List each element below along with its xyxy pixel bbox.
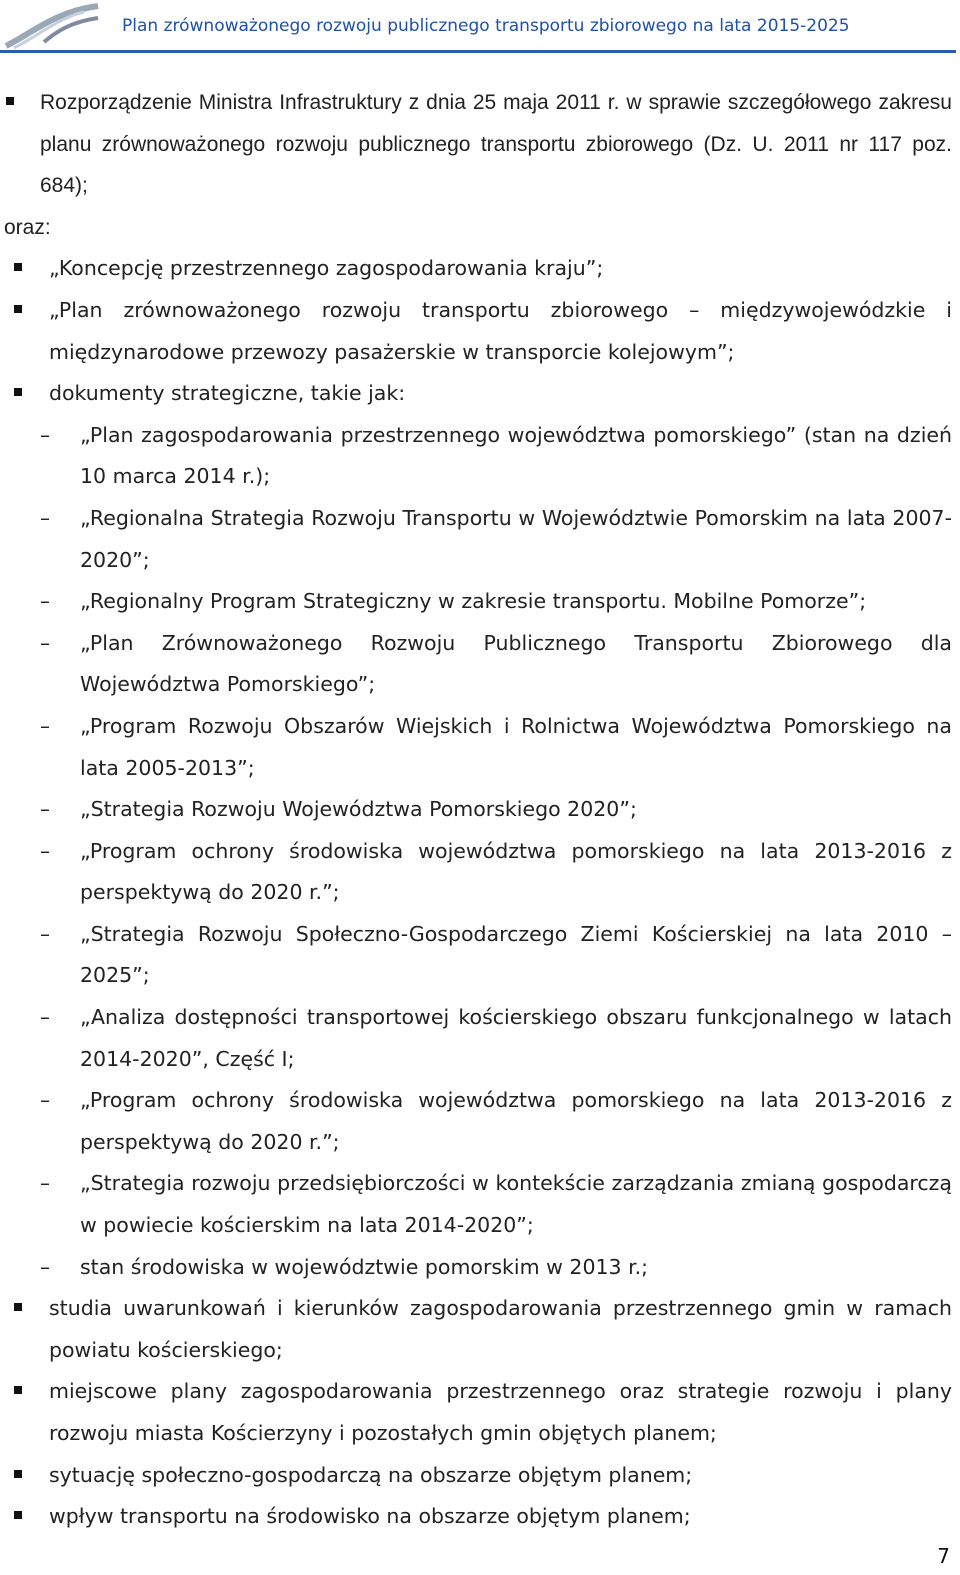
sub-list-item-text: stan środowiska w województwie pomorskim w 2013 r.; bbox=[80, 1254, 649, 1279]
dash-icon: – bbox=[40, 1005, 50, 1030]
dash-icon: – bbox=[40, 1088, 50, 1113]
list-item bbox=[0, 373, 960, 415]
list-item bbox=[0, 1288, 960, 1371]
document-title: Plan zrównoważonego rozwoju publicznego transportu zbiorowego na lata 2015-2025 bbox=[122, 16, 850, 36]
sub-list-item bbox=[0, 1080, 960, 1163]
bullet-icon bbox=[14, 1511, 22, 1519]
dash-icon: – bbox=[40, 505, 50, 530]
list-item-text: dokumenty strategiczne, takie jak: bbox=[49, 381, 406, 406]
bullet-icon bbox=[14, 1386, 22, 1394]
bullet-icon bbox=[14, 388, 22, 396]
list-item-text: „Plan zrównoważonego rozwoju transportu zbiorowego – międzywojewódzkie i międzynarodowe przewozy pasażerskie w transporcie kolejowym”; bbox=[49, 297, 952, 364]
sub-list-item bbox=[0, 498, 960, 581]
list-item-text: wpływ transportu na środowisko na obszarze objętym planem; bbox=[49, 1504, 691, 1529]
sub-list-item bbox=[0, 623, 960, 706]
list-item-text: studia uwarunkowań i kierunków zagospodarowania przestrzennego gmin w ramach powiatu kościerskiego; bbox=[49, 1296, 952, 1362]
bullet-icon bbox=[14, 1303, 22, 1311]
sub-list-item-text: „Analiza dostępności transportowej kościerskiego obszaru funkcjonalnego w latach 2014-2020”, Część I; bbox=[80, 1005, 952, 1071]
bullet-icon bbox=[14, 305, 22, 313]
bullet-icon bbox=[6, 97, 14, 105]
sub-list-item-text: „Strategia Rozwoju Społeczno-Gospodarczego Ziemi Kościerskiej na lata 2010 – 2025”; bbox=[80, 921, 952, 988]
list-item-text: Rozporządzenie Ministra Infrastruktury z dnia 25 maja 2011 r. w sprawie szczegółowego zakresu planu zrównoważonego rozwoju publicznego transportu zbiorowego (Dz. U. 2011 nr 117 poz. 684); bbox=[40, 91, 952, 198]
sub-list-item bbox=[0, 581, 960, 623]
page-header bbox=[0, 0, 960, 55]
dash-icon: – bbox=[40, 921, 50, 946]
dash-icon: – bbox=[40, 630, 50, 655]
bullet-icon bbox=[14, 263, 22, 271]
list-item bbox=[0, 290, 960, 373]
dash-icon: – bbox=[40, 838, 50, 863]
list-item bbox=[0, 1371, 960, 1454]
sub-list-item-text: „Program Rozwoju Obszarów Wiejskich i Rolnictwa Województwa Pomorskiego na lata 2005-2013”; bbox=[80, 713, 952, 780]
list-item-text: miejscowe plany zagospodarowania przestrzennego oraz strategie rozwoju i plany rozwoju miasta Kościerzyny i pozostałych gmin objętych planem; bbox=[49, 1379, 952, 1445]
sub-list-item bbox=[0, 1163, 960, 1246]
sub-list-item-text: „Regionalna Strategia Rozwoju Transportu w Województwie Pomorskim na lata 2007-2020”; bbox=[80, 505, 952, 572]
page-number: 7 bbox=[937, 1544, 950, 1568]
list-item bbox=[0, 82, 960, 207]
oraz-label: oraz: bbox=[4, 215, 51, 239]
dash-icon: – bbox=[40, 797, 50, 822]
list-item-text: „Koncepcję przestrzennego zagospodarowania kraju”; bbox=[49, 256, 604, 281]
sub-list-item bbox=[0, 706, 960, 789]
road-logo-icon bbox=[4, 2, 100, 50]
list-item-text: sytuację społeczno-gospodarczą na obszarze objętym planem; bbox=[49, 1462, 693, 1487]
dash-icon: – bbox=[40, 422, 50, 447]
list-item bbox=[0, 248, 960, 290]
dash-icon: – bbox=[40, 1171, 50, 1196]
sub-list-item-text: „Strategia Rozwoju Województwa Pomorskiego 2020”; bbox=[80, 797, 637, 822]
sub-list-item-text: „Plan zagospodarowania przestrzennego województwa pomorskiego” (stan na dzień 10 marca 2014 r.); bbox=[80, 422, 952, 489]
header-divider bbox=[0, 50, 956, 53]
list-item bbox=[0, 1455, 960, 1497]
sub-list-item bbox=[0, 997, 960, 1080]
sub-list-item bbox=[0, 831, 960, 914]
list-item bbox=[0, 1496, 960, 1538]
bullet-icon bbox=[14, 1470, 22, 1478]
sub-list-item bbox=[0, 914, 960, 997]
dash-icon: – bbox=[40, 1254, 50, 1279]
sub-list-item-text: „Program ochrony środowiska województwa pomorskiego na lata 2013-2016 z perspektywą do 2020 r.”; bbox=[80, 1088, 952, 1154]
dash-icon: – bbox=[40, 713, 50, 738]
sub-list-item-text: „Strategia rozwoju przedsiębiorczości w kontekście zarządzania zmianą gospodarczą w powiecie kościerskim na lata 2014-2020”; bbox=[80, 1171, 952, 1238]
sub-list-item-text: „Program ochrony środowiska województwa pomorskiego na lata 2013-2016 z perspektywą do 2020 r.”; bbox=[80, 838, 952, 905]
sub-list-item bbox=[0, 789, 960, 831]
document-body bbox=[0, 82, 960, 1538]
sub-list-item bbox=[0, 1247, 960, 1289]
sub-list-item-text: „Plan Zrównoważonego Rozwoju Publicznego Transportu Zbiorowego dla Województwa Pomorskiego”; bbox=[80, 630, 952, 697]
sub-list-item bbox=[0, 415, 960, 498]
dash-icon: – bbox=[40, 589, 50, 614]
sub-list-item-text: „Regionalny Program Strategiczny w zakresie transportu. Mobilne Pomorze”; bbox=[80, 589, 867, 614]
